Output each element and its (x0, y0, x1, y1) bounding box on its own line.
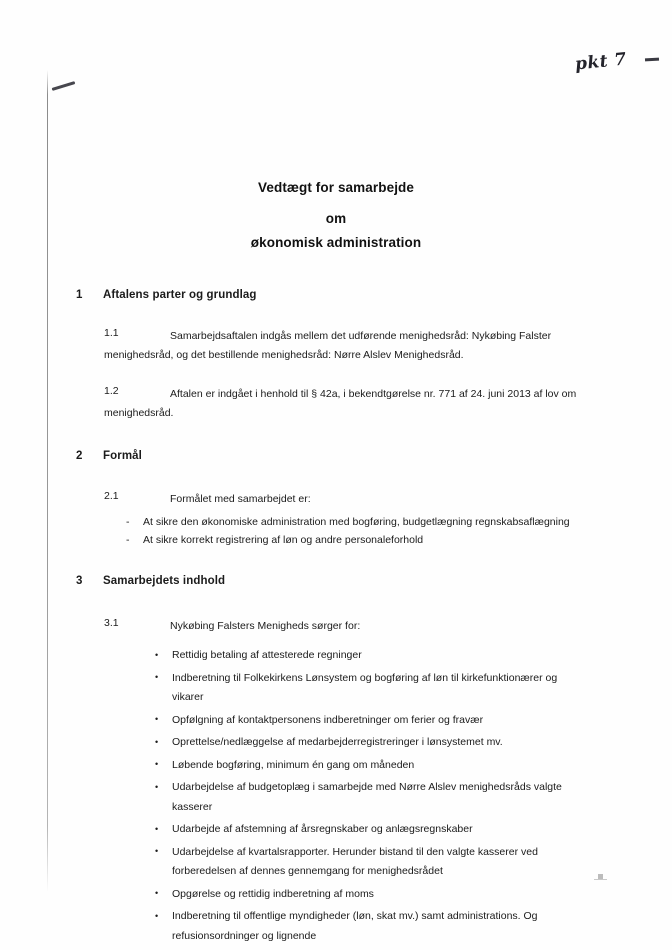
document-title-line-2: om (325, 211, 347, 226)
section-samarbejdets-indhold (0, 575, 672, 949)
list-item: • Udarbejde af afstemning af årsregnskaber og anlægsregnskaber (155, 820, 577, 840)
clause-number: 3.1 (104, 617, 119, 629)
clause-text: Samarbejdsaftalen indgås mellem det udførende menighedsråd: Nykøbing Falster menighedsråd, og det bestillende menighedsråd: Nørre Alslev Menighedsråd. (104, 330, 552, 361)
section-number: 1 (76, 289, 83, 301)
section-number: 2 (76, 450, 83, 462)
clause-1-2 (0, 385, 672, 423)
clause-number: 1.1 (104, 327, 119, 339)
clause-3-1 (0, 617, 672, 946)
clause-text: Aftalen er indgået i henhold til § 42a, i bekendtgørelse nr. 771 af 24. juni 2013 af lov om menighedsråd. (104, 388, 577, 419)
section-title: Formål (103, 450, 142, 462)
list-item: • Opfølgning af kontaktpersonens indberetninger om ferier og fravær (155, 711, 577, 731)
list-item: • Rettidig betaling af attesterede regninger (155, 646, 577, 666)
pen-stroke-mark (52, 81, 76, 91)
list-item: • Løbende bogføring, minimum én gang om måneden (155, 756, 577, 776)
list-item: - At sikre korrekt registrering af løn og andre personaleforhold (126, 533, 577, 549)
list-item: • Oprettelse/nedlæggelse af medarbejderregistreringer i lønsystemet mv. (155, 733, 577, 753)
dash-list (0, 515, 672, 548)
list-item: • Opgørelse og rettidig indberetning af moms (155, 885, 577, 905)
list-item: • Udarbejdelse af budgetoplæg i samarbejde med Nørre Alslev menighedsråds valgte kasserer (155, 778, 577, 817)
section-number: 3 (76, 575, 83, 587)
clause-text: Nykøbing Falsters Menigheds sørger for: (170, 620, 361, 632)
list-item: • Indberetning til Folkekirkens Lønsystem og bogføring af løn til kirkefunktionærer og vikarer (155, 669, 577, 708)
section-heading (0, 289, 672, 307)
section-title: Aftalens parter og grundlag (103, 289, 257, 301)
section-formaal (0, 450, 672, 550)
bullet-list (0, 646, 672, 946)
list-item: • Indberetning til offentlige myndigheder (løn, skat mv.) samt administrations. Og refusionsordninger og lignende (155, 907, 577, 946)
section-heading (0, 575, 672, 593)
clause-2-1 (0, 490, 672, 548)
section-aftalens-parter-og-grundlag (0, 289, 672, 423)
clause-1-1 (0, 327, 672, 365)
clause-number: 2.1 (104, 490, 119, 502)
section-heading (0, 450, 672, 468)
handwritten-note: pkt 7 (574, 49, 628, 75)
list-item: • Udarbejdelse af kvartalsrapporter. Herunder bistand til den valgte kasserer ved forberedelsen af dennes gennemgang for menighedsrådet (155, 843, 577, 882)
handwritten-dash-mark (645, 58, 659, 62)
section-title: Samarbejdets indhold (103, 575, 226, 587)
clause-number: 1.2 (104, 385, 119, 397)
document-title-line-3: økonomisk administration (250, 235, 422, 250)
clause-text: Formålet med samarbejdet er: (170, 493, 311, 505)
document-title-line-1: Vedtægt for samarbejde (258, 180, 414, 195)
list-item: - At sikre den økonomiske administration med bogføring, budgetlægning regnskabsaflægning (126, 515, 577, 531)
